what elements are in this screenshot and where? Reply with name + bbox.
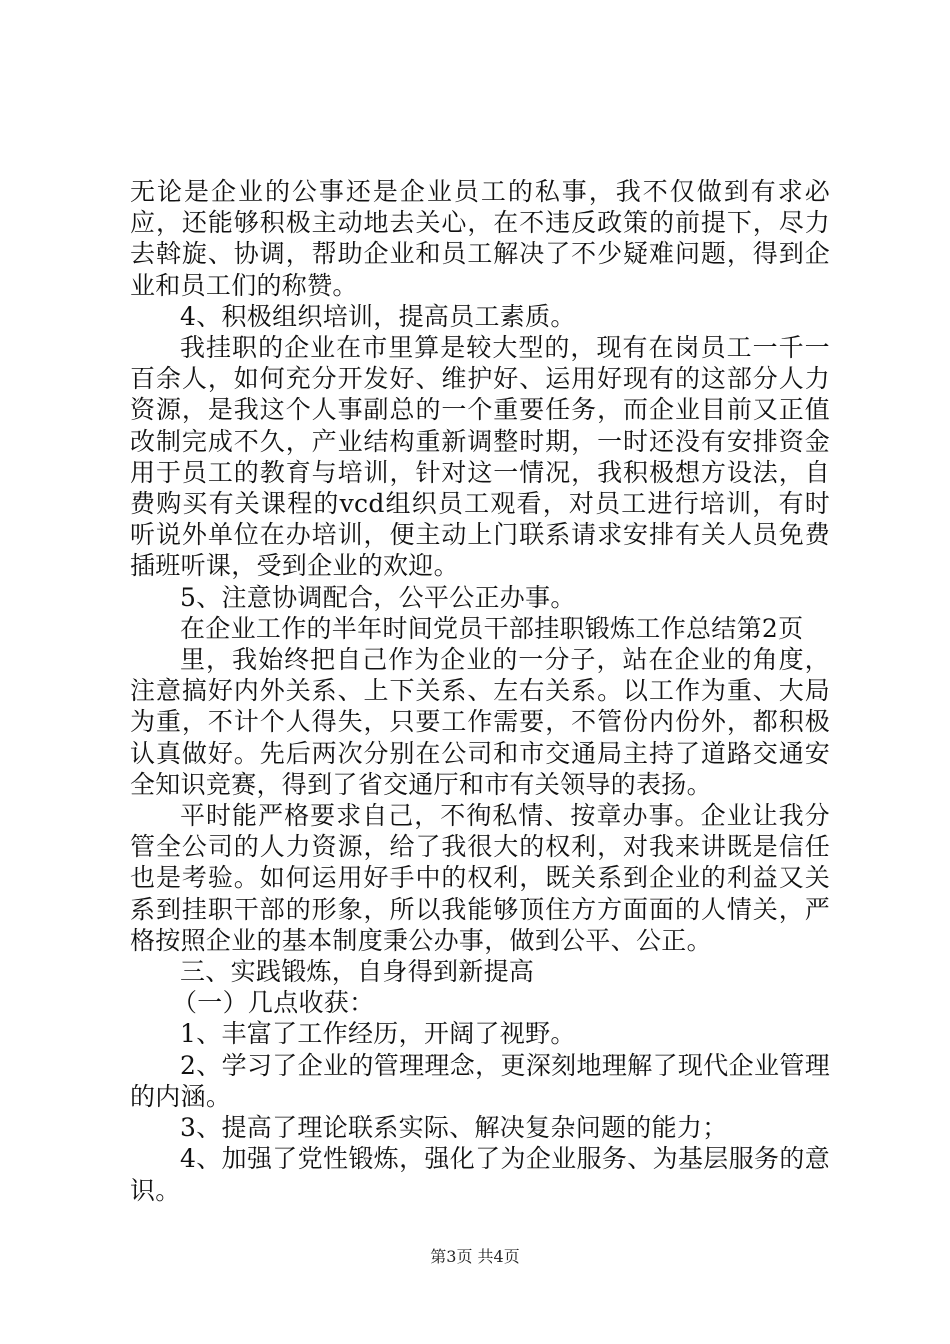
subsection-heading-gains: （一）几点收获： (172, 988, 375, 1018)
paragraph-header-line: 在企业工作的半年时间党员干部挂职锻炼工作总结第2页 (180, 613, 804, 643)
paragraph-training: 我挂职的企业在市里算是较大型的，现有在岗员工一千一百余人，如何充分开发好、维护好、运用好现有的这部分人力资源，是我这个人事副总的一个重要任务，而企业目前又正值改制完成不久，产业结构重新调整时期，一时还没有安排资金用于员工的教育与培训，针对这一情况，我积极想方设法，自费购买有关课程的vcd组织员工观看，对员工进行培训，有时听说外单位在办培训，便主动上门联系请求安排有关人员免费插班听课，受到企业的欢迎。 (130, 333, 830, 581)
paragraph-coordination: 里，我始终把自己作为企业的一分子，站在企业的角度，注意搞好内外关系、上下关系、左右关系。以工作为重、大局为重，不计个人得失，只要工作需要，不管份内份外，都积极认真做好。先后两次分别在公司和市交通局主持了道路交通安全知识竞赛，得到了省交通厅和市有关领导的表扬。 (130, 645, 830, 799)
section-heading-coordination: 5、注意协调配合，公平公正办事。 (180, 582, 576, 612)
paragraph-continuation: 无论是企业的公事还是企业员工的私事，我不仅做到有求必应，还能够积极主动地去关心，在不违反政策的前提下，尽力去斡旋、协调，帮助企业和员工解决了不少疑难问题，得到企业和员工们的称赞。 (130, 177, 830, 300)
page-footer: 第3页 共4页 (430, 1247, 520, 1266)
list-item-gain-3: 3、提高了理论联系实际、解决复杂问题的能力； (180, 1113, 728, 1143)
list-item-gain-2: 2、学习了企业的管理理念，更深刻地理解了现代企业管理的内涵。 (130, 1050, 830, 1111)
list-item-gain-1: 1、丰富了工作经历，开阔了视野。 (180, 1019, 576, 1049)
section-heading-training: 4、积极组织培训，提高员工素质。 (180, 301, 576, 331)
list-item-gain-4: 4、加强了党性锻炼，强化了为企业服务、为基层服务的意识。 (130, 1144, 830, 1205)
document-body (130, 176, 830, 1206)
section-heading-practice: 三、实践锻炼，自身得到新提高 (180, 957, 535, 987)
paragraph-discipline: 平时能严格要求自己，不徇私情、按章办事。企业让我分管全公司的人力资源，给了我很大的权利，对我来讲既是信任也是考验。如何运用好手中的权利，既关系到企业的利益又关系到挂职干部的形象，所以我能够顶住方方面面的人情关，严格按照企业的基本制度秉公办事，做到公平、公正。 (130, 801, 830, 955)
